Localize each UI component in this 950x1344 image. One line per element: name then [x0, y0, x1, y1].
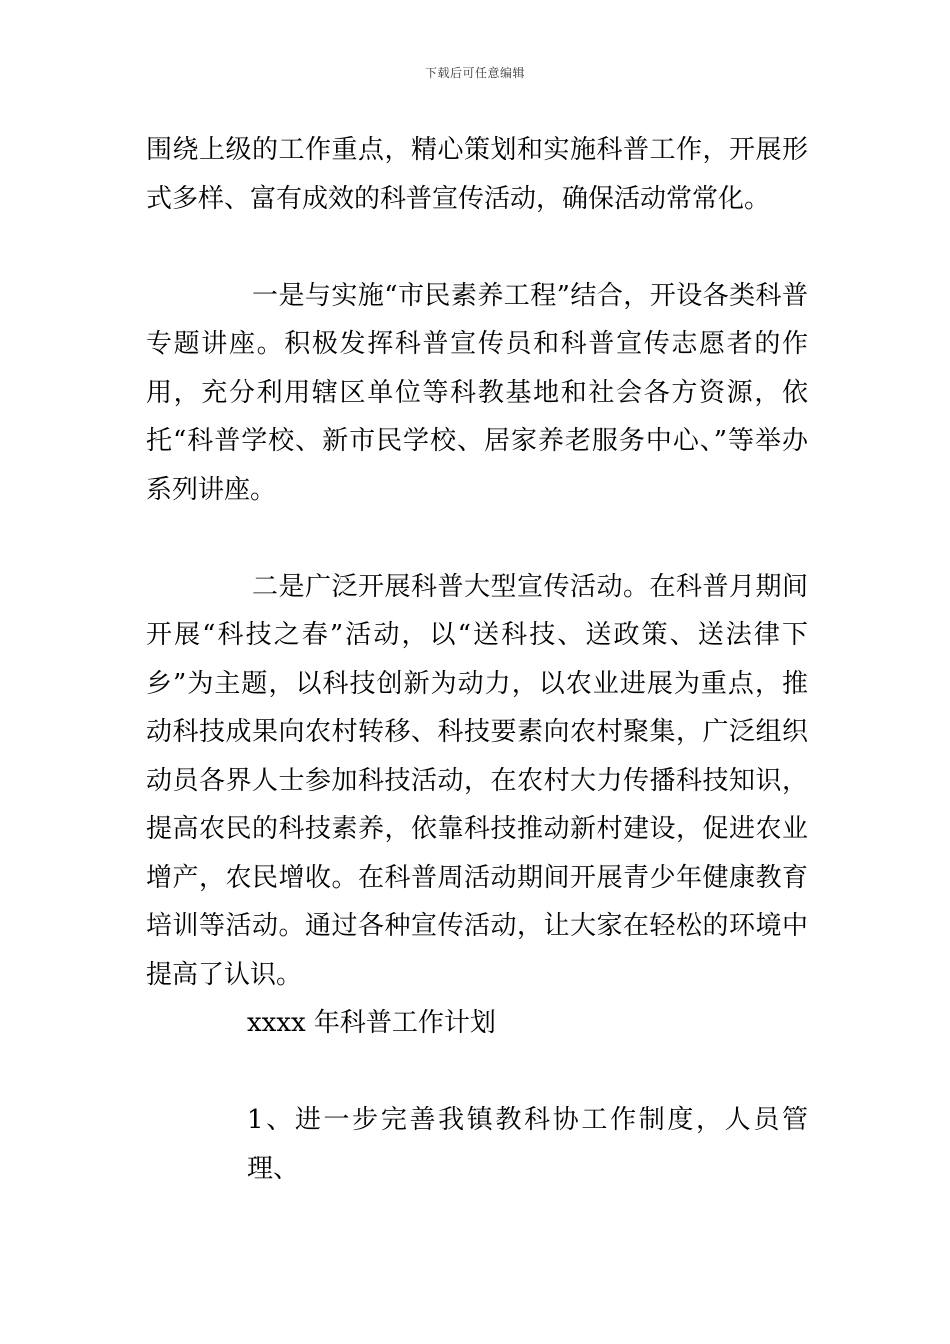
list-item-one: 1、进一步完善我镇教科协工作制度，人员管理、 — [247, 1105, 808, 1184]
paragraph-intro: 围绕上级的工作重点，精心策划和实施科普工作，开展形式多样、富有成效的科普宣传活动，确保活动常常化。 — [146, 135, 808, 214]
paragraph-item-two: 二是广泛开展科普大型宣传活动。在科普月期间开展“科技之春”活动，以“送科技、送政策、送法律下乡”为主题，以科技创新为动力，以农业进展为重点，推动科技成果向农村转移、科技要素向农村聚集，广泛组织动员各界人士参加科技活动，在农村大力传播科技知识，提高农民的科技素养，依靠科技推动新村建设，促进农业增产，农民增收。在科普周活动期间开展青少年健康教育培训等活动。通过各种宣传活动，让大家在轻松的环境中提高了认识。 — [146, 571, 808, 990]
document-body — [146, 126, 808, 1193]
page-header: 下载后可任意编辑 — [424, 66, 525, 80]
section-title: xxxx 年科普工作计划 — [247, 1008, 496, 1038]
paragraph-item-one: 一是与实施“市民素养工程”结合，开设各类科普专题讲座。积极发挥科普宣传员和科普宣传志愿者的作用，充分利用辖区单位等科教基地和社会各方资源，依托“科普学校、新市民学校、居家养老服务中心、”等举办系列讲座。 — [146, 280, 808, 505]
